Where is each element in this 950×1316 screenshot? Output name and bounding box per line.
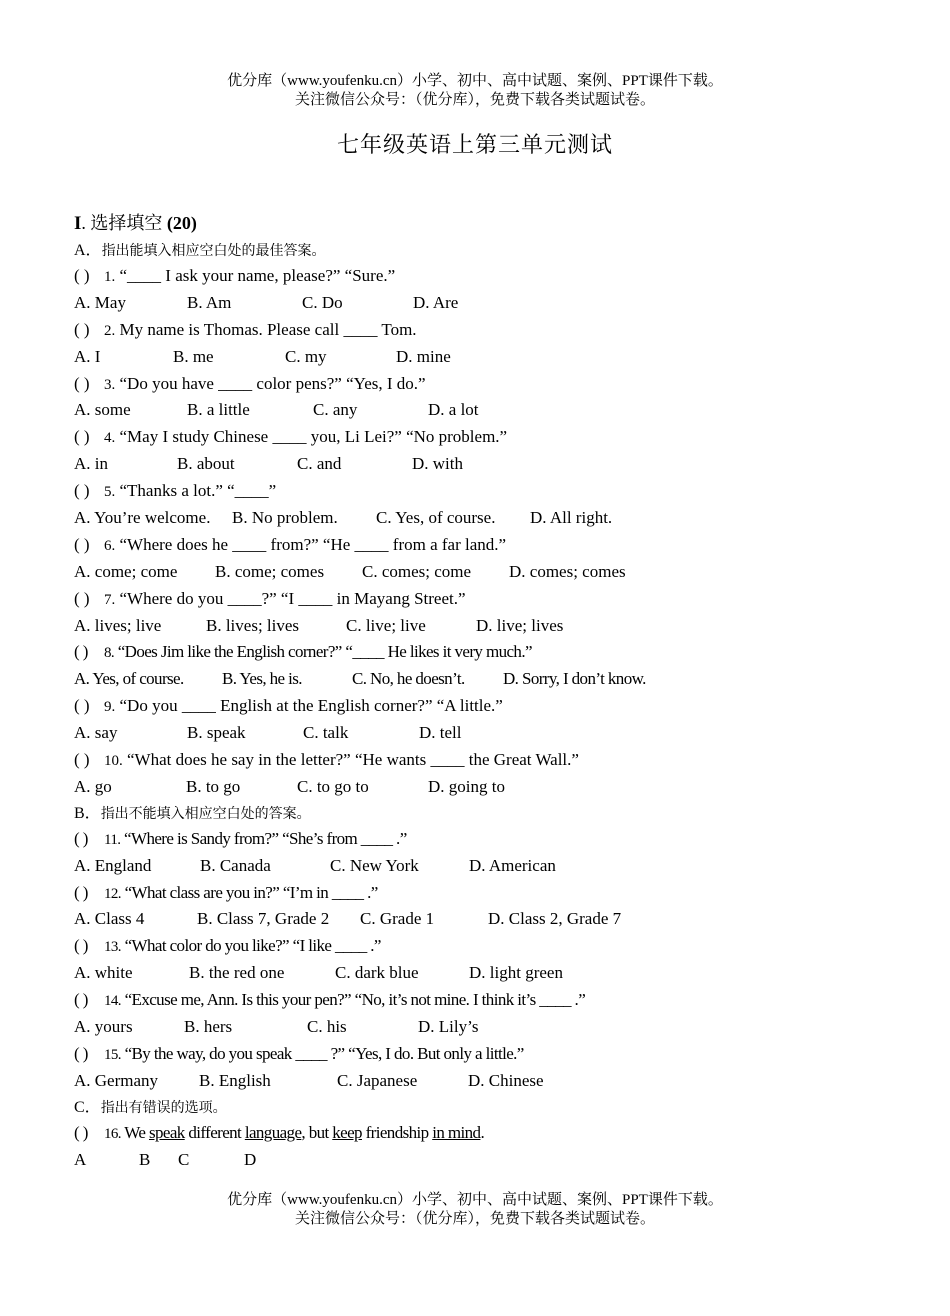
option-a: A. Yes, of course. — [74, 669, 184, 689]
question-7 — [74, 586, 914, 613]
question-4 — [74, 424, 914, 451]
answer-paren[interactable]: ( ) — [74, 642, 88, 662]
options-14 — [74, 1014, 914, 1041]
option-b: B. No problem. — [232, 508, 338, 528]
option-b: B. Canada — [200, 855, 271, 875]
question-number: 15. — [104, 1046, 121, 1063]
q16-underlined-c: keep — [332, 1122, 362, 1142]
option-a: A. white — [74, 963, 133, 983]
options-2 — [74, 344, 914, 371]
question-text: “Do you have ____ color pens?” “Yes, I do.” — [115, 373, 426, 393]
option-c: C. dark blue — [335, 963, 419, 983]
option-d: D. American — [469, 855, 556, 875]
option-c: C. and — [297, 454, 342, 474]
answer-paren[interactable]: ( ) — [74, 588, 90, 608]
question-text: “Excuse me, Ann. Is this your pen?” “No, it’s not mine. I think it’s ____ .” — [120, 990, 586, 1010]
part-b-letter: B． — [74, 804, 101, 822]
options-16 — [74, 1147, 914, 1174]
banner-line-1: 优分库（www.youfenku.cn）小学、初中、高中试题、案例、PPT课件下载。 — [227, 73, 723, 89]
option-a: A. You’re welcome. — [74, 508, 211, 528]
question-text: “By the way, do you speak ____ ?” “Yes, I do. But only a little.” — [120, 1043, 524, 1063]
options-10 — [74, 774, 914, 801]
part-a-instruction — [74, 238, 914, 263]
option-b: B. me — [173, 346, 214, 366]
option-a: A. in — [74, 454, 108, 474]
question-6 — [74, 532, 914, 559]
q16-text-2: different — [184, 1122, 245, 1142]
options-3 — [74, 397, 914, 424]
option-a: A. come; come — [74, 561, 178, 581]
question-number: 1. — [104, 269, 116, 285]
answer-paren[interactable]: ( ) — [74, 936, 88, 956]
question-10 — [74, 747, 914, 774]
option-c: C. New York — [330, 855, 419, 875]
part-c-letter: C． — [74, 1098, 101, 1116]
part-b-text: 指出不能填入相应空白处的答案。 — [100, 805, 311, 822]
question-text: “What does he say in the letter?” “He wants ____ the Great Wall.” — [122, 750, 579, 770]
option-d: D. mine — [396, 346, 451, 366]
option-c: C — [178, 1149, 190, 1169]
question-text: “Thanks a lot.” “____” — [115, 481, 277, 501]
options-5 — [74, 505, 914, 532]
exam-content — [74, 208, 914, 1174]
part-a-text: 指出能填入相应空白处的最佳答案。 — [101, 243, 326, 259]
page-title: 七年级英语上第三单元测试 — [336, 132, 613, 157]
option-a: A. lives; live — [74, 615, 162, 635]
section-points: (20) — [166, 213, 197, 233]
option-d: D. live; lives — [476, 615, 564, 635]
option-a: A. some — [74, 400, 131, 420]
question-text: “Where is Sandy from?” “She’s from ____ .” — [120, 828, 407, 848]
option-c: C. Yes, of course. — [376, 508, 496, 528]
question-14 — [74, 987, 914, 1014]
question-text: My name is Thomas. Please call ____ Tom. — [115, 319, 417, 339]
answer-paren[interactable]: ( ) — [74, 990, 88, 1010]
part-b-instruction — [74, 801, 914, 826]
section-numeral: I — [74, 213, 82, 234]
option-d: D. going to — [428, 776, 505, 796]
question-5 — [74, 478, 914, 505]
option-b: B. lives; lives — [206, 615, 300, 635]
options-8 — [74, 666, 914, 693]
answer-paren[interactable]: ( ) — [74, 481, 90, 501]
answer-paren[interactable]: ( ) — [74, 534, 90, 554]
q16-text-5: . — [480, 1122, 485, 1142]
options-15 — [74, 1068, 914, 1095]
question-number: 5. — [104, 484, 116, 501]
q16-underlined-d: in mind — [432, 1122, 481, 1142]
question-1 — [74, 263, 914, 290]
option-d: D. a lot — [428, 400, 479, 420]
answer-paren[interactable]: ( ) — [74, 427, 90, 447]
question-15 — [74, 1041, 914, 1068]
option-d: D. Are — [413, 292, 459, 312]
option-c: C. his — [307, 1017, 347, 1037]
question-text: “____ I ask your name, please?” “Sure.” — [115, 266, 396, 285]
question-number: 13. — [104, 939, 121, 956]
options-4 — [74, 451, 914, 478]
part-c-text: 指出有错误的选项。 — [100, 1099, 227, 1116]
q16-text-4: friendship — [361, 1122, 433, 1142]
answer-paren[interactable]: ( ) — [74, 882, 88, 902]
question-number: 16. — [104, 1125, 121, 1142]
section-heading — [74, 208, 914, 238]
option-a: A. yours — [74, 1017, 133, 1037]
answer-paren[interactable]: ( ) — [74, 1043, 88, 1063]
option-c: C. Japanese — [337, 1070, 418, 1090]
option-d: D. comes; comes — [509, 561, 626, 581]
option-d: D. All right. — [530, 508, 613, 528]
option-d: D. with — [412, 454, 463, 474]
options-13 — [74, 960, 914, 987]
answer-paren[interactable]: ( ) — [74, 750, 90, 770]
banner-line-2: 关注微信公众号：（优分库），免费下载各类试题试卷。 — [294, 92, 655, 108]
option-d: D — [244, 1149, 257, 1169]
options-9 — [74, 720, 914, 747]
question-number: 9. — [104, 699, 116, 716]
option-c: C. to go to — [297, 776, 369, 796]
option-d: D. Lily’s — [418, 1017, 479, 1037]
option-a: A. I — [74, 346, 101, 366]
question-number: 6. — [104, 537, 116, 554]
options-11 — [74, 853, 914, 880]
question-number: 10. — [104, 753, 123, 770]
option-a: A — [74, 1149, 87, 1169]
question-text: “Where do you ____?” “I ____ in Mayang Street.” — [115, 588, 466, 608]
answer-paren[interactable]: ( ) — [74, 1122, 88, 1142]
answer-paren[interactable]: ( ) — [74, 373, 90, 393]
q16-underlined-b: language — [244, 1122, 302, 1142]
option-a: A. go — [74, 776, 112, 796]
question-3 — [74, 371, 914, 398]
header-banner — [0, 72, 950, 110]
option-b: B. to go — [186, 776, 241, 796]
option-b: B. Yes, he is. — [222, 669, 302, 689]
question-number: 3. — [104, 376, 116, 393]
question-number: 14. — [104, 993, 121, 1010]
option-b: B. the red one — [189, 963, 285, 983]
answer-paren[interactable]: ( ) — [74, 696, 90, 716]
option-b: B. Class 7, Grade 2 — [197, 909, 330, 929]
question-8 — [74, 639, 914, 666]
question-number: 2. — [104, 322, 116, 339]
option-a: A. England — [74, 855, 152, 875]
part-a-letter: A． — [74, 242, 102, 259]
option-c: C. live; live — [346, 615, 426, 635]
option-a: A. May — [74, 292, 126, 312]
option-c: C. Do — [302, 292, 343, 312]
question-16 — [74, 1120, 914, 1147]
question-text: “What color do you like?” “I like ____ .” — [120, 936, 381, 956]
option-d: D. tell — [419, 723, 462, 743]
answer-paren[interactable]: ( ) — [74, 266, 90, 285]
section-heading-text: . 选择填空 — [81, 213, 167, 233]
option-a: A. say — [74, 723, 118, 743]
option-b: B. a little — [187, 400, 250, 420]
option-a: A. Germany — [74, 1070, 159, 1090]
answer-paren[interactable]: ( ) — [74, 319, 90, 339]
question-9 — [74, 693, 914, 720]
option-b: B — [139, 1149, 151, 1169]
part-c-instruction — [74, 1095, 914, 1120]
option-b: B. come; comes — [215, 561, 325, 581]
option-b: B. speak — [187, 723, 246, 743]
question-number: 11. — [104, 831, 121, 848]
option-b: B. hers — [184, 1017, 233, 1037]
question-text: “Does Jim like the English corner?” “____ He likes it very much.” — [114, 642, 532, 662]
question-12 — [74, 880, 914, 907]
options-7 — [74, 613, 914, 640]
question-text: “May I study Chinese ____ you, Li Lei?” “No problem.” — [115, 427, 508, 447]
option-c: C. No, he doesn’t. — [352, 669, 465, 689]
option-c: C. any — [313, 400, 358, 420]
option-b: B. English — [199, 1070, 271, 1090]
option-a: A. Class 4 — [74, 909, 145, 929]
question-number: 7. — [104, 591, 116, 608]
question-11 — [74, 826, 914, 853]
options-12 — [74, 906, 914, 933]
question-number: 8. — [104, 645, 115, 662]
option-d: D. Class 2, Grade 7 — [488, 909, 622, 929]
options-6 — [74, 559, 914, 586]
banner-line-2: 关注微信公众号：（优分库），免费下载各类试题试卷。 — [294, 1211, 655, 1227]
option-c: C. comes; come — [362, 561, 472, 581]
question-text: “Do you ____ English at the English corner?” “A little.” — [115, 696, 503, 716]
q16-underlined-a: speak — [148, 1122, 185, 1142]
q16-text-1: We — [120, 1122, 149, 1142]
question-2 — [74, 317, 914, 344]
option-d: D. light green — [469, 963, 563, 983]
question-number: 12. — [104, 885, 121, 902]
option-d: D. Sorry, I don’t know. — [503, 669, 646, 689]
options-1 — [74, 290, 914, 317]
banner-line-1: 优分库（www.youfenku.cn）小学、初中、高中试题、案例、PPT课件下载。 — [227, 1192, 723, 1208]
question-text: “What class are you in?” “I’m in ____ .” — [120, 882, 378, 902]
question-13 — [74, 933, 914, 960]
option-c: C. talk — [303, 723, 349, 743]
question-text: “Where does he ____ from?” “He ____ from a far land.” — [115, 534, 507, 554]
q16-text-3: , but — [301, 1122, 333, 1142]
option-b: B. about — [177, 454, 235, 474]
question-number: 4. — [104, 430, 116, 447]
option-b: B. Am — [187, 292, 232, 312]
option-c: C. Grade 1 — [360, 909, 435, 929]
option-c: C. my — [285, 346, 327, 366]
footer-banner — [0, 1191, 950, 1229]
option-d: D. Chinese — [468, 1070, 544, 1090]
answer-paren[interactable]: ( ) — [74, 828, 88, 848]
